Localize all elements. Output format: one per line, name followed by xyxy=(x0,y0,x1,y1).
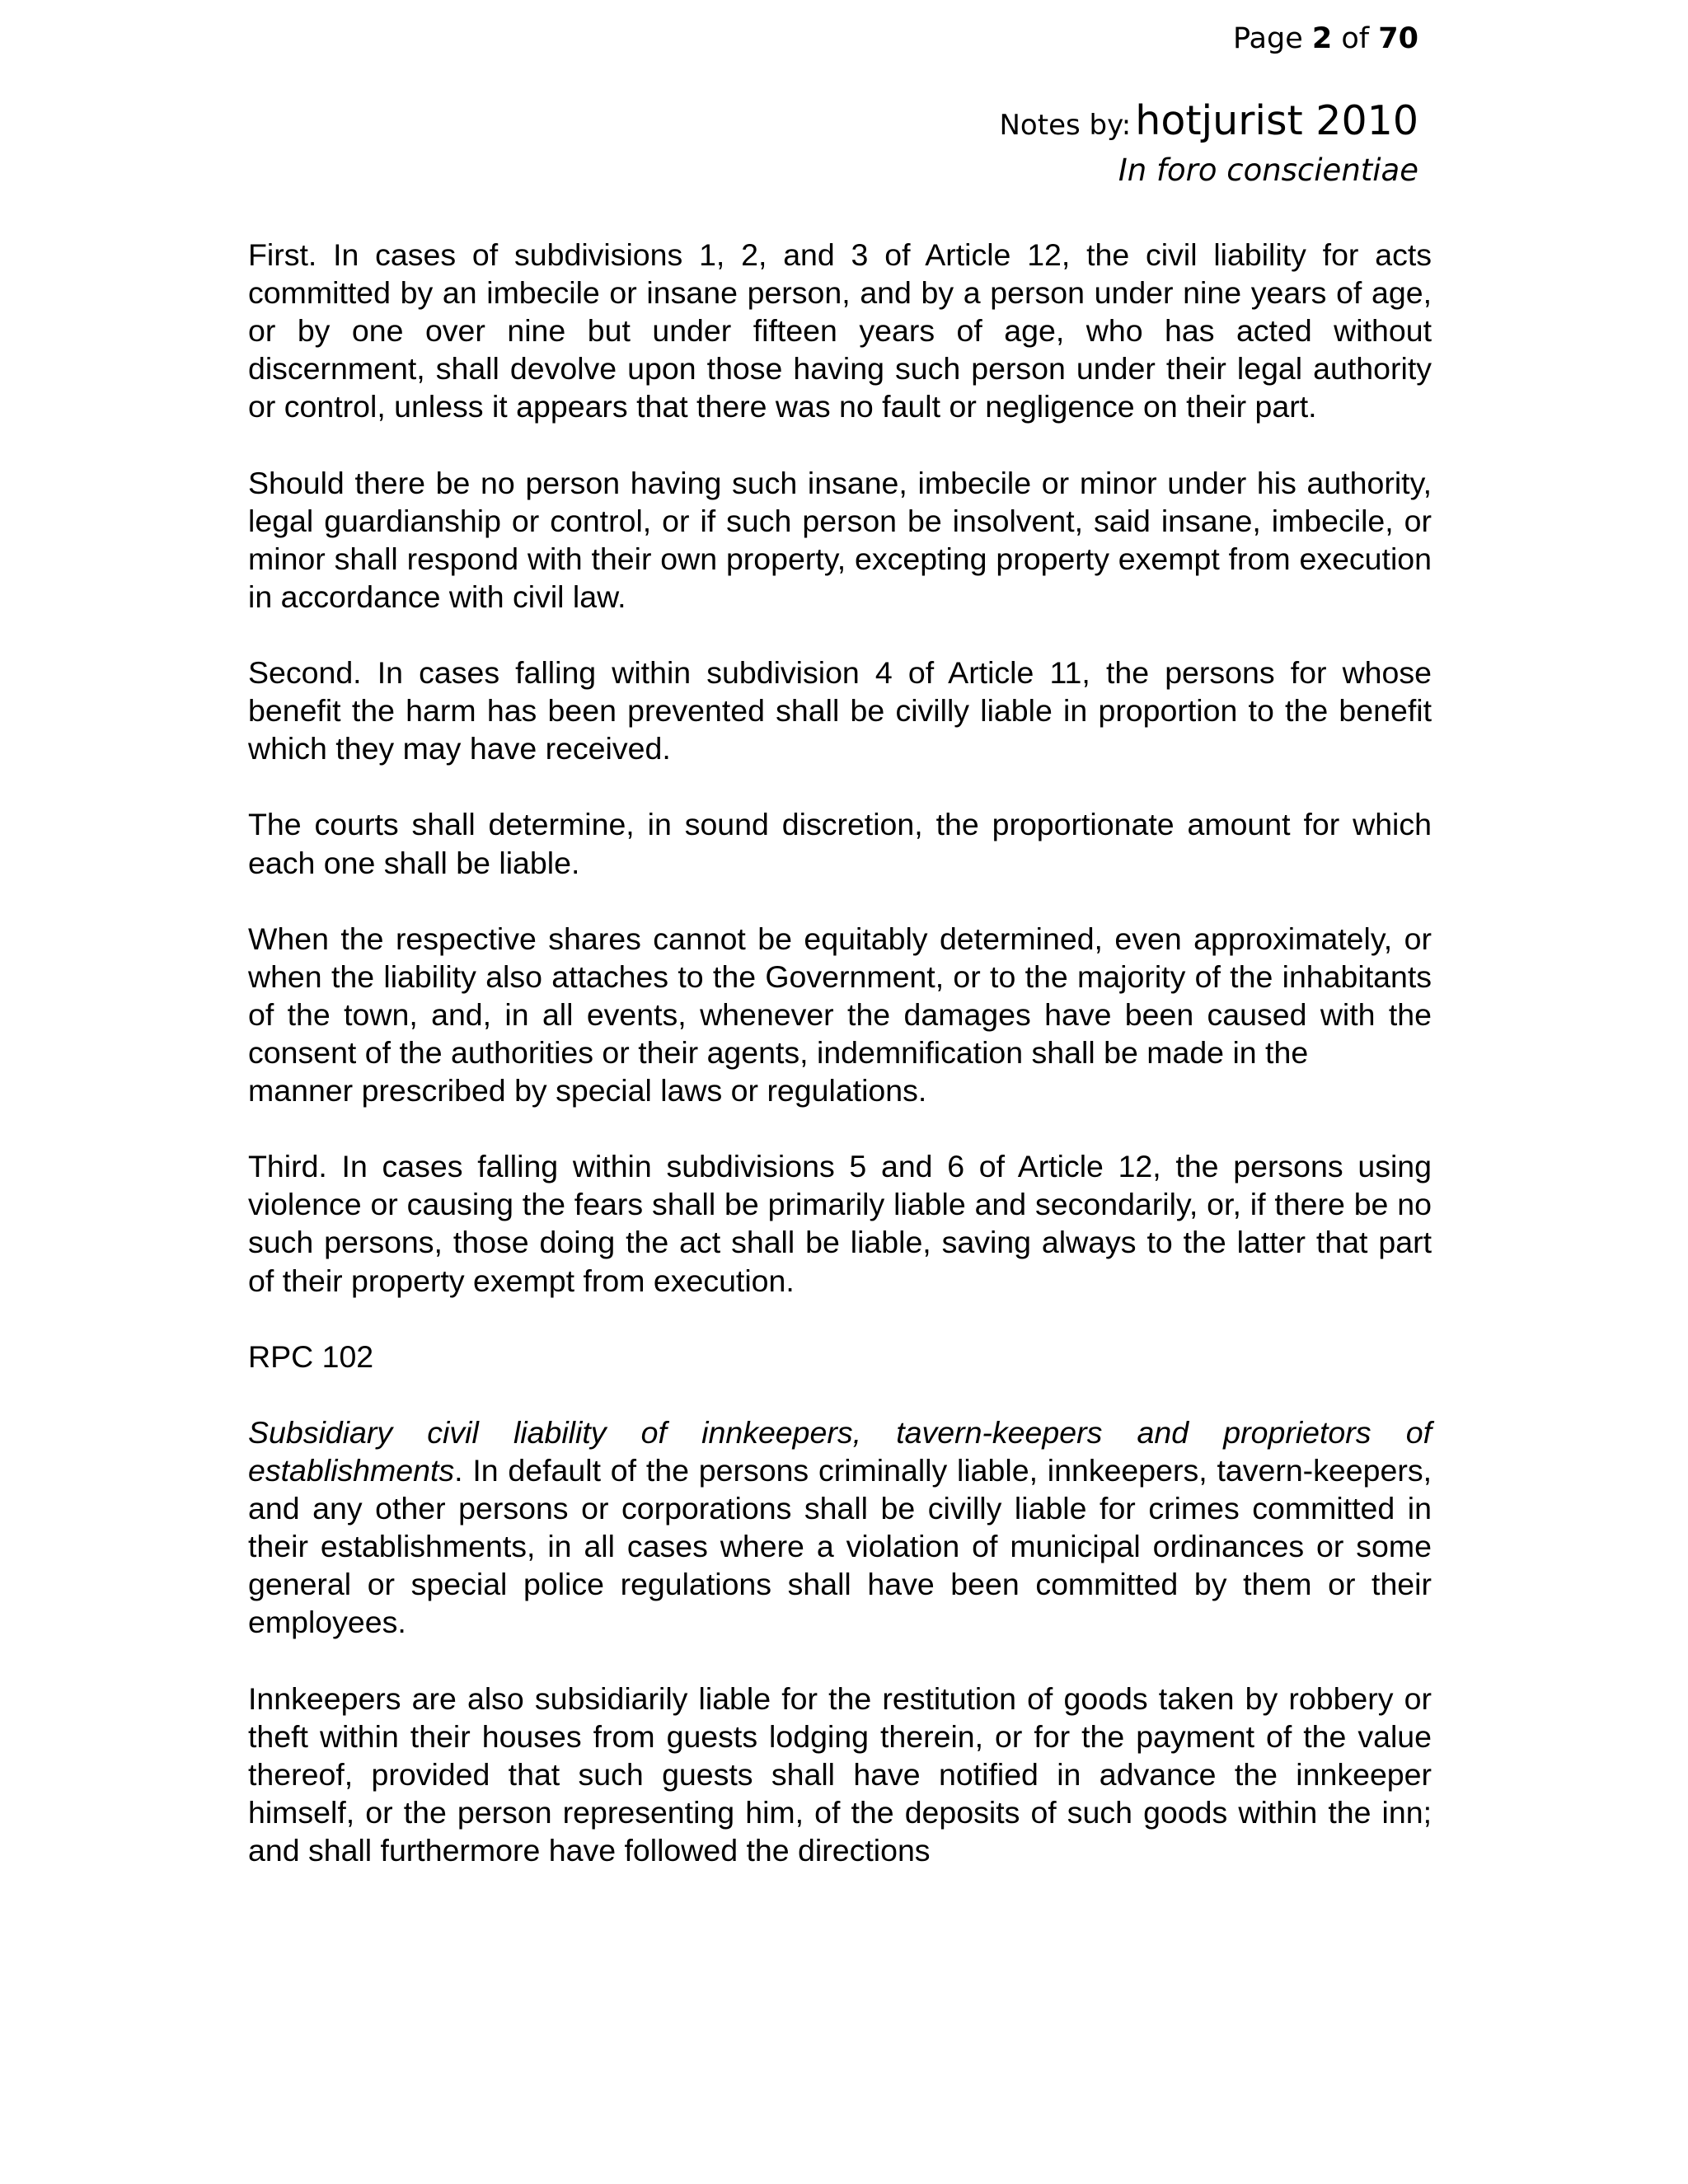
page-of: of xyxy=(1341,22,1370,55)
paragraph-shares-main: When the respective shares cannot be equitably determined, even approximately, or when the liability also attaches to the Government, or to the majority of the inhabitants of the town, and, in all events, whenever the damages have been caused with the consent of the authorities or their agents, indemnification shall be made in the xyxy=(248,921,1432,1070)
page-word: Page xyxy=(1233,22,1303,55)
subsidiary-title: Subsidiary civil liability of innkeepers, tavern-keepers and proprietors of establishments xyxy=(248,1414,1432,1488)
paragraph-shares xyxy=(248,920,1432,1109)
paragraph-first: First. In cases of subdivisions 1, 2, and 3 of Article 12, the civil liability for acts committed by an imbecile or insane person, and by a person under nine years of age, or by one over nine but under fifteen years of age, who has acted without discernment, shall devolve upon those having such person under their legal authority or control, unless it appears that there was no fault or negligence on their part. xyxy=(248,237,1432,424)
paragraph-shares-tail: manner prescribed by special laws or regulations. xyxy=(248,1073,927,1108)
page-header xyxy=(1000,18,1419,190)
paragraph-no-guardian: Should there be no person having such insane, imbecile or minor under his authority, legal guardianship or control, or if such person be insolvent, said insane, imbecile, or minor shall respond with their own property, excepting property exempt from execution in accordance with civil law. xyxy=(248,465,1432,614)
document-body xyxy=(248,236,1432,1907)
paragraph-second: Second. In cases falling within subdivision 4 of Article 11, the persons for whose benefit the harm has been prevented shall be civilly liable in proportion to the benefit which they may have received. xyxy=(248,655,1432,766)
page-total: 70 xyxy=(1378,22,1418,55)
motto: In foro conscientiae xyxy=(1118,152,1418,188)
paragraph-subsidiary-liability xyxy=(248,1413,1432,1642)
paragraph-innkeepers: Innkeepers are also subsidiarily liable for the restitution of goods taken by robbery or theft within their houses from guests lodging therein, or for the payment of the value thereof, provided that such guests shall have notified in advance the innkeeper himself, or the person representing him, of the deposits of such goods within the inn; and shall furthermore have followed the directions xyxy=(248,1680,1432,1868)
paragraph-courts: The courts shall determine, in sound discretion, the proportionate amount for which each one shall be liable. xyxy=(248,807,1432,880)
notes-line xyxy=(999,97,1419,151)
notes-label: Notes by: xyxy=(999,109,1132,142)
page-number xyxy=(1000,18,1419,59)
section-heading-rpc-102: RPC 102 xyxy=(248,1338,374,1374)
notes-author: hotjurist 2010 xyxy=(1135,97,1418,144)
page-current: 2 xyxy=(1311,22,1333,55)
paragraph-third: Third. In cases falling within subdivisions 5 and 6 of Article 12, the persons using violence or causing the fears shall be primarily liable and secondarily, or, if there be no such persons, those doing the act shall be liable, saving always to the latter that part of their property exempt from execution. xyxy=(248,1149,1432,1298)
subsidiary-text: . In default of the persons criminally liable, innkeepers, tavern-keepers, and any other persons or corporations shall be civilly liable for crimes committed in their establishments, in all cases where a violation of municipal ordinances or some general or special police regulations shall have been committed by them or their employees. xyxy=(248,1453,1432,1640)
